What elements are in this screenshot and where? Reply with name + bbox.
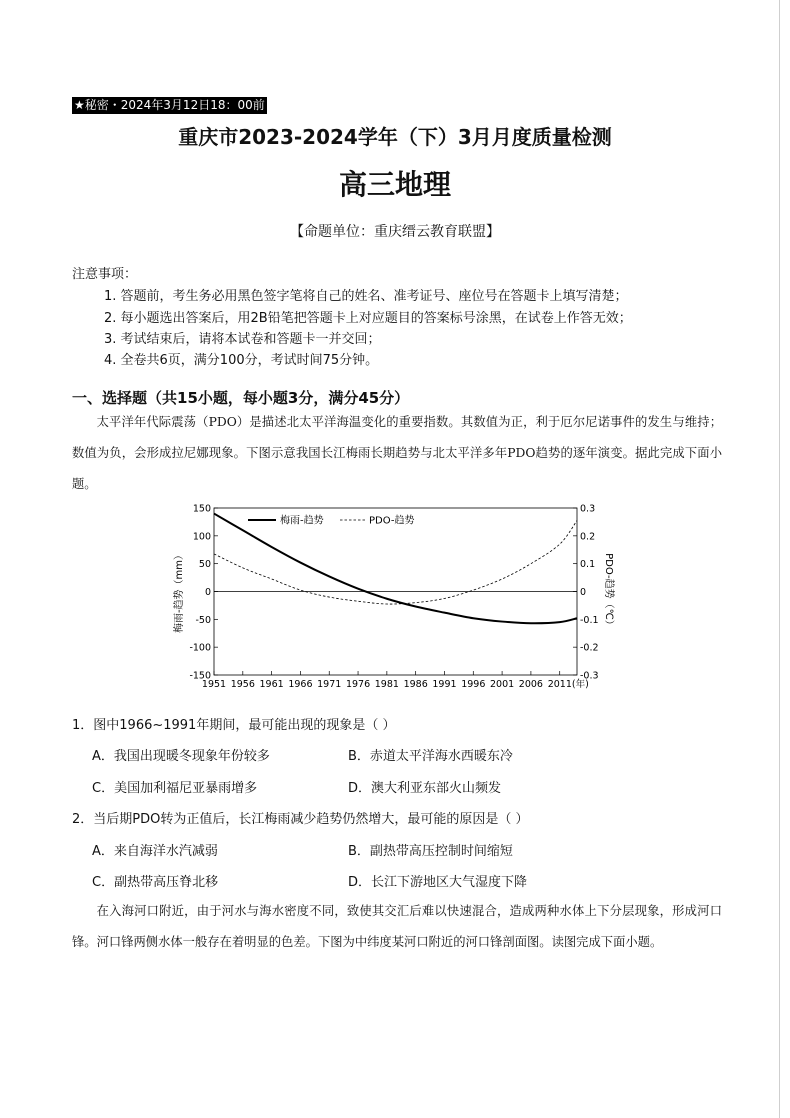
y-right-axis-title: PDO-趋势（℃） <box>603 553 614 630</box>
exam-title: 重庆市2023-2024学年（下）3月月度质量检测 <box>178 125 612 149</box>
y-left-tick-label: -150 <box>189 670 211 682</box>
x-tick-label: 2001 <box>490 679 515 690</box>
x-tick-label: 2011(年) <box>547 679 589 690</box>
y-right-tick-label: -0.3 <box>580 670 599 682</box>
secret-label: ★秘密・2024年3月12日18：00前 <box>74 98 265 112</box>
q1-option-a[interactable]: A．我国出现暖冬现象年份较多 <box>92 749 270 764</box>
y-right-tick-label: -0.2 <box>580 642 599 654</box>
note-item: 4. 全卷共6页，满分100分，考试时间75分钟。 <box>104 353 379 368</box>
subject-title: 高三地理 <box>338 168 451 201</box>
passage-2-paragraph: 在入海河口附近，由于河水与海水密度不同，致使其交汇后难以快速混合，造成两种水体上下分层现象，形成河口锋。河口锋两侧水体一般存在着明显的色差。下图为中纬度某河口附近的河口锋剖面图。读图完成下面小题。 <box>72 904 722 949</box>
meiyu-trend-line <box>214 514 577 624</box>
y-right-tick-label: 0.1 <box>580 559 596 571</box>
y-right-tick-label: 0 <box>580 587 587 598</box>
x-tick-label: 1971 <box>317 679 342 690</box>
y-left-axis-title: 梅雨-趋势（mm） <box>174 549 185 634</box>
y-right-tick-label: 0.3 <box>580 503 596 515</box>
intro-paragraph: 太平洋年代际震荡（PDO）是描述北太平洋海温变化的重要指数。其数值为正，利于厄尔尼诺事件的发生与维持；数值为负，会形成拉尼娜现象。下图示意我国长江梅雨长期趋势与北太平洋多年PDO趋势的逐年演变。据此完成下面小题。 <box>72 415 722 491</box>
legend-pdo-label: PDO-趋势 <box>369 515 415 527</box>
y-right-tick-label: -0.1 <box>580 614 599 626</box>
q2-option-c[interactable]: C．副热带高压脊北移 <box>92 875 219 890</box>
note-item: 2. 每小题选出答案后，用2B铅笔把答题卡上对应题目的答案标号涂黑，在试卷上作答无效； <box>104 311 632 326</box>
x-tick-label: 1951 <box>201 679 227 690</box>
note-item: 1. 答题前，考生务必用黑色签字笔将自己的姓名、准考证号、座位号在答题卡上填写清楚； <box>104 289 628 304</box>
q1-option-c[interactable]: C．美国加利福尼亚暴雨增多 <box>92 781 258 796</box>
x-tick-label: 1976 <box>345 679 371 690</box>
x-tick-label: 1981 <box>374 679 399 690</box>
x-tick-label: 1991 <box>432 679 457 690</box>
q2-option-b[interactable]: B．副热带高压控制时间缩短 <box>348 844 513 859</box>
y-left-tick-label: 0 <box>204 587 211 598</box>
notes-heading: 注意事项： <box>72 267 138 282</box>
q1-option-b[interactable]: B．赤道太平洋海水西暖东冷 <box>348 749 513 764</box>
y-left-tick-label: 150 <box>192 503 211 515</box>
note-item: 3. 考试结束后，请将本试卷和答题卡一并交回； <box>104 332 381 347</box>
question-2-stem: 2．当后期PDO转为正值后，长江梅雨减少趋势仍然增大，最可能的原因是（ ） <box>72 812 529 827</box>
x-tick-label: 1956 <box>230 679 255 690</box>
y-left-tick-label: 100 <box>192 531 211 543</box>
q2-option-d[interactable]: D．长江下游地区大气湿度下降 <box>348 875 528 890</box>
q1-option-d[interactable]: D．澳大利亚东部火山频发 <box>348 781 502 796</box>
q2-option-a[interactable]: A．来自海洋水汽减弱 <box>92 844 218 859</box>
x-tick-label: 1966 <box>288 679 313 690</box>
y-left-tick-label: -100 <box>189 642 211 654</box>
section-heading: 一、选择题（共15小题，每小题3分，满分45分） <box>72 389 410 407</box>
y-left-tick-label: -50 <box>195 614 211 626</box>
y-left-tick-label: 50 <box>198 559 211 571</box>
y-right-tick-label: 0.2 <box>580 531 596 543</box>
author-unit: 【命题单位：重庆缙云教育联盟】 <box>290 224 500 240</box>
x-tick-label: 1961 <box>259 679 284 690</box>
x-tick-label: 2006 <box>518 679 543 690</box>
x-tick-label: 1986 <box>403 679 428 690</box>
meiyu-pdo-chart <box>170 502 614 692</box>
x-tick-label: 1996 <box>461 679 486 690</box>
question-1-stem: 1．图中1966~1991年期间，最可能出现的现象是（ ） <box>72 718 396 733</box>
legend-meiyu-label: 梅雨-趋势 <box>280 515 324 527</box>
